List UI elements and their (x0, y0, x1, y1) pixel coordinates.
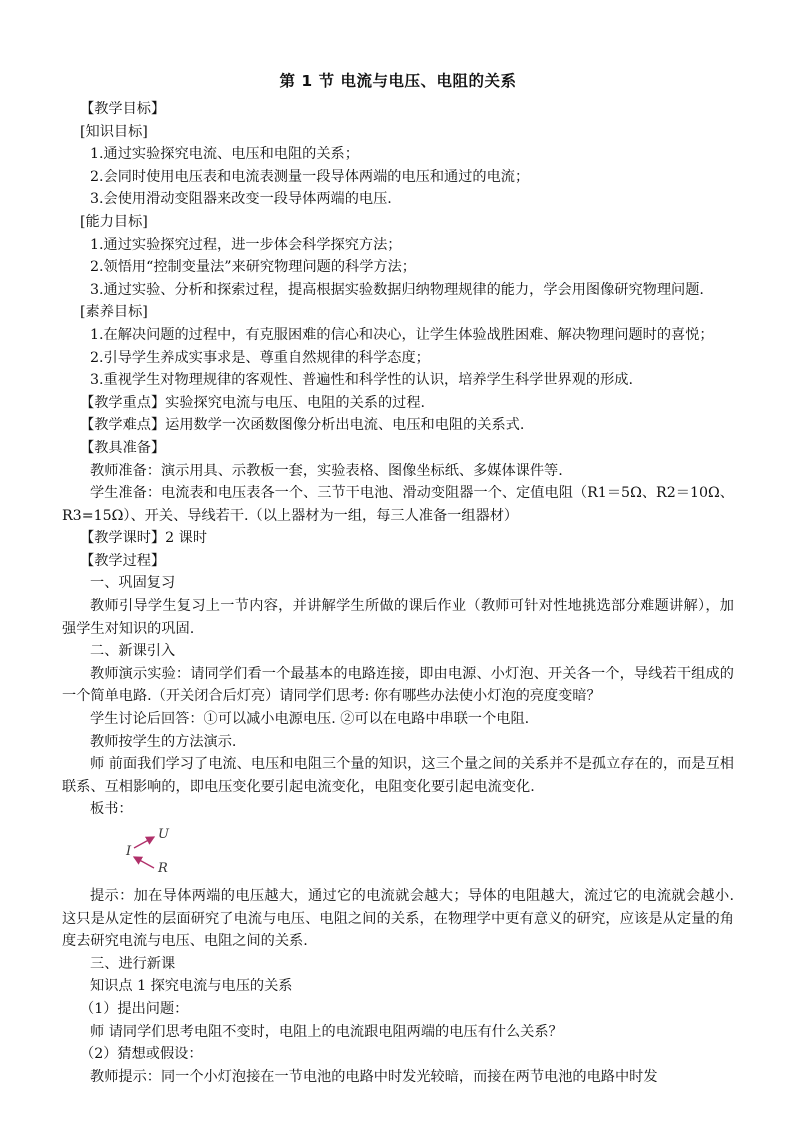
arrow-from-r (134, 857, 154, 868)
ability-heading: [能力目标] (80, 213, 148, 230)
document-page (62, 70, 734, 1088)
knowledge-item: 2.会同时使用电压表和电流表测量一段导体两端的电压和通过的电流； (90, 168, 530, 185)
literacy-item: 3.重视学生对物理规律的客观性、普遍性和科学性的认识，培养学生科学世界观的形成. (90, 372, 633, 389)
hint-text: 提示：加在导体两端的电压越大，通过它的电流就会越大；导体的电阻越大，流过它的电流就会越小. 这只是从定性的层面研究了电流与电压、电阻之间的关系，在物理学中更有意义的研究，应该是从定量的角度去研究电流与电压、电阻之间的关系. (62, 888, 734, 950)
knowledge-item: 1.通过实验探究电流、电压和电阻的关系； (90, 146, 359, 163)
arrow-to-u (134, 837, 154, 848)
question-text: 师 请同学们思考电阻不变时，电阻上的电流跟电阻两端的电压有什么关系？ (90, 1023, 563, 1040)
discussion-text: 学生讨论后回答：①可以减小电源电压. ②可以在电路中串联一个电阻. (90, 711, 530, 728)
page-title: 第 1 节 电流与电压、电阻的关系 (279, 72, 517, 90)
board-diagram (62, 825, 734, 883)
guess-text: 教师提示：同一个小灯泡接在一节电池的电路中时发光较暗，而接在两节电池的电路中时发 (90, 1068, 658, 1085)
literacy-heading: [素养目标] (80, 304, 148, 321)
process-heading: 【教学过程】 (80, 552, 166, 569)
student-prep: 学生准备：电流表和电压表各一个、三节干电池、滑动变阻器一个、定值电阻（R1＝5Ω、R2＝10Ω、R3=15Ω）、开关、导线若干.（以上器材为一组，每三人准备一组器材） (62, 485, 734, 524)
ability-item: 3.通过实验、分析和探索过程，提高根据实验数据归纳物理规律的能力，学会用图像研究物理问题. (90, 281, 704, 298)
label-r: R (158, 861, 168, 876)
ability-item: 1.通过实验探究过程，进一步体会科学探究方法； (90, 236, 402, 253)
knowledge-item: 3.会使用滑动变阻器来改变一段导体两端的电压. (90, 191, 392, 208)
demo-text: 教师按学生的方法演示. (90, 733, 237, 750)
label-i: I (126, 844, 132, 859)
new-heading: 三、进行新课 (90, 955, 176, 972)
literacy-item: 1.在解决问题的过程中，有克服困难的信心和决心，让学生体验战胜困难、解决物理问题时的喜悦； (90, 326, 714, 343)
prep-heading: 【教具准备】 (80, 439, 166, 456)
teacher-text: 师 前面我们学习了电流、电压和电阻三个量的知识，这三个量之间的关系并不是孤立存在的，而是互相联系、互相影响的，即电压变化要引起电流变化，电阻变化要引起电流变化. (62, 756, 734, 795)
review-text: 教师引导学生复习上一节内容，并讲解学生所做的课后作业（教师可针对性地挑选部分难题讲解），加强学生对知识的巩固. (62, 598, 734, 637)
label-u: U (158, 827, 169, 842)
knowledge-point-1: 知识点 1 探究电流与电压的关系 (90, 978, 293, 995)
guess-heading: （2）猜想或假设： (80, 1046, 203, 1063)
key-point: 【教学重点】实验探究电流与电压、电阻的关系的过程. (80, 394, 426, 411)
board-label: 板书： (90, 801, 133, 818)
objectives-heading: 【教学目标】 (80, 101, 166, 117)
literacy-item: 2.引导学生养成实事求是、尊重自然规律的科学态度； (90, 349, 430, 366)
intro-text: 教师演示实验：请同学们看一个最基本的电路连接，即由电源、小灯泡、开关各一个，导线若干组成的一个简单电路.（开关闭合后灯亮）请同学们思考: 你有哪些办法使小灯泡的亮度变暗？ (62, 665, 734, 705)
intro-heading: 二、新课引入 (90, 643, 176, 660)
question-heading: （1）提出问题： (80, 1000, 189, 1017)
review-heading: 一、巩固复习 (90, 575, 176, 592)
knowledge-heading: [知识目标] (80, 123, 148, 140)
ability-item: 2.领悟用“控制变量法”来研究物理问题的科学方法； (90, 259, 416, 276)
hours: 【教学课时】2 课时 (80, 530, 208, 547)
teacher-prep: 教师准备：演示用具、示教板一套，实验表格、图像坐标纸、多媒体课件等. (90, 462, 563, 479)
difficulty: 【教学难点】运用数学一次函数图像分析出电流、电压和电阻的关系式. (80, 417, 525, 434)
